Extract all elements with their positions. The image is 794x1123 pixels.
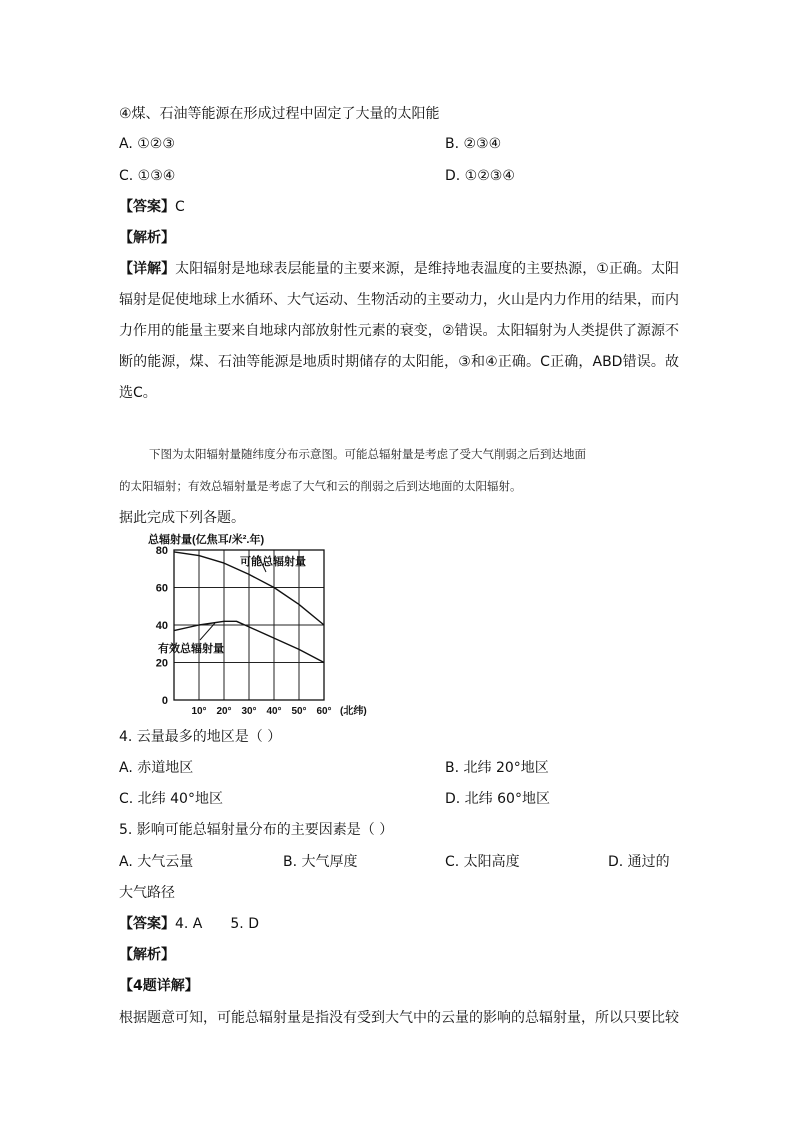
analysis-tag-2: 【解析】 <box>119 947 175 963</box>
q5-option-b: B. 大气厚度 <box>283 854 358 870</box>
detail-tag: 【详解】 <box>119 261 176 277</box>
q3-option-d: D. ①②③④ <box>445 168 515 184</box>
chart-ylabel: 总辐射量(亿焦耳/米².年) <box>148 534 265 546</box>
intro-line-1: 下图为太阳辐射量随纬度分布示意图。可能总辐射量是考虑了受大气削弱之后到达地面 <box>149 447 586 461</box>
q3-option-a: A. ①②③ <box>119 136 175 152</box>
q4-detail-tag: 【4题详解】 <box>119 978 199 994</box>
legend-possible-label: 可能总辐射量 <box>240 556 306 568</box>
y-tick-label: 80 <box>155 545 168 557</box>
answer-5: 5. D <box>230 916 259 932</box>
q4-option-b: B. 北纬 20°地区 <box>445 760 549 776</box>
x-tick-label: 10° <box>191 706 207 717</box>
intro-prompt: 据此完成下列各题。 <box>119 510 245 526</box>
y-tick-label: 40 <box>155 620 168 632</box>
q4-detail-text: 根据题意可知，可能总辐射量是指没有受到大气中的云量的影响的总辐射量，所以只要比较 <box>119 1010 679 1026</box>
q5-option-d-wrap: 大气路径 <box>119 885 175 901</box>
legend-effective-label: 有效总辐射量 <box>158 643 224 655</box>
q4-stem: 4. 云量最多的地区是（ ） <box>119 729 282 745</box>
q4-option-a: A. 赤道地区 <box>119 760 194 776</box>
x-tick-label: 60° <box>316 706 332 717</box>
q3-detail-paragraph <box>119 254 679 409</box>
q5-option-c: C. 太阳高度 <box>445 854 520 870</box>
analysis-tag: 【解析】 <box>119 230 175 246</box>
q3-item4: ④煤、石油等能源在形成过程中固定了大量的太阳能 <box>119 106 440 122</box>
y-tick-label: 20 <box>155 657 168 670</box>
q5-option-a: A. 大气云量 <box>119 854 194 870</box>
answers-tag: 【答案】 <box>119 916 175 932</box>
answers-row <box>119 914 259 934</box>
answer-tag: 【答案】 <box>119 199 175 215</box>
radiation-chart <box>140 528 380 720</box>
detail-text: 太阳辐射是地球表层能量的主要来源，是维持地表温度的主要热源，①正确。太阳辐射是促使地球上水循环、大气运动、生物活动的主要动力，火山是内力作用的结果，而内力作用的能量主要来自地球内部放射性元素的衰变，②错误。太阳辐射为人类提供了源源不断的能源，煤、石油等能源是地质时期储存的太阳能，③和④正确。C正确，ABD错误。故选C。 <box>119 261 679 401</box>
q3-option-b: B. ②③④ <box>445 136 502 152</box>
x-tick-label: 30° <box>241 706 257 717</box>
q5-stem: 5. 影响可能总辐射量分布的主要因素是（ ） <box>119 822 394 838</box>
intro-line-2: 的太阳辐射；有效总辐射量是考虑了大气和云的削弱之后到达地面的太阳辐射。 <box>119 479 522 493</box>
q3-option-c: C. ①③④ <box>119 168 176 184</box>
x-tick-label: 50° <box>291 706 307 717</box>
q4-option-c: C. 北纬 40°地区 <box>119 791 223 807</box>
y-tick-label: 0 <box>161 695 168 707</box>
chart-xlabel: (北纬) <box>340 706 367 717</box>
answer-4: 4. A <box>175 916 203 932</box>
q4-option-d: D. 北纬 60°地区 <box>445 791 550 807</box>
y-tick-label: 60 <box>155 582 168 595</box>
chart-labels <box>156 545 332 717</box>
x-tick-label: 40° <box>266 706 282 717</box>
x-tick-label: 20° <box>216 706 232 717</box>
q5-option-d: D. 通过的 <box>608 854 670 870</box>
q3-answer-row <box>119 197 185 217</box>
legend-effective-pointer <box>200 623 215 640</box>
answer-value: C <box>175 199 185 215</box>
